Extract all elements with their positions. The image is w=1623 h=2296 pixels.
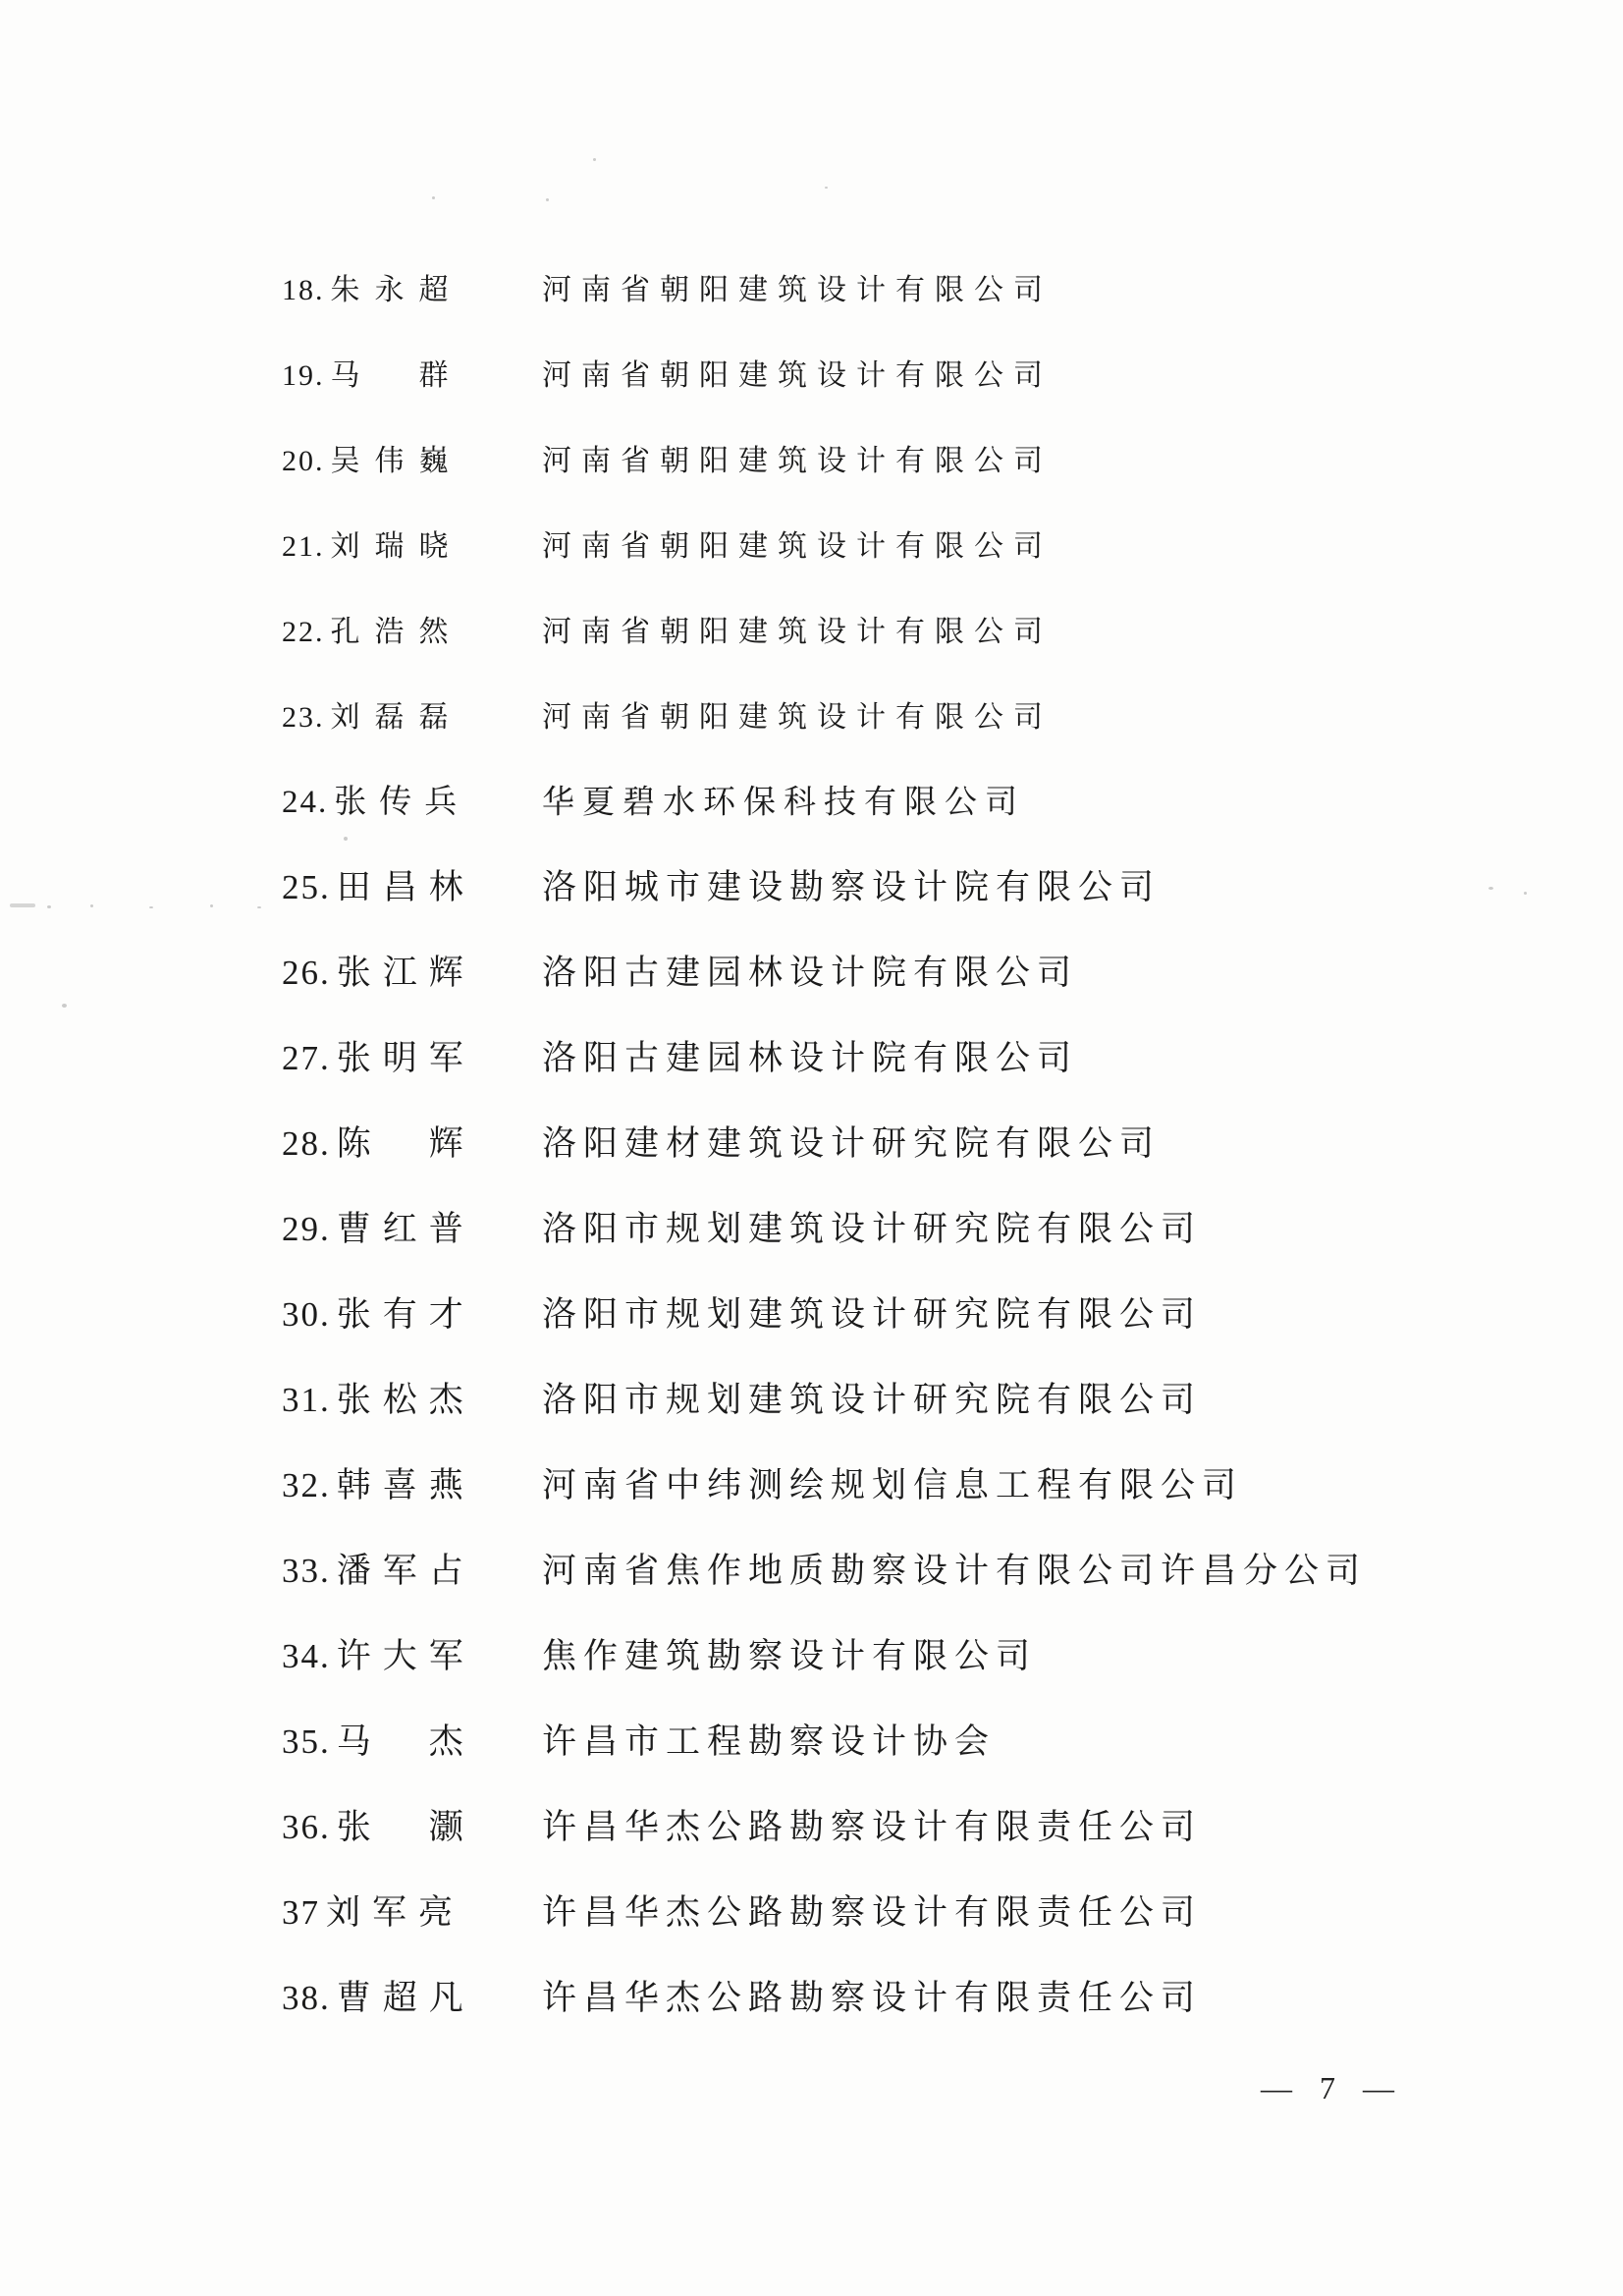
entry-name: 田昌林: [336, 867, 475, 906]
entry-name: 许大军: [336, 1636, 475, 1675]
entry-id: [0, 351, 463, 394]
entry-id: [0, 265, 463, 308]
entry-name: 曹超凡: [336, 1978, 475, 2017]
entry-name: 潘军占: [336, 1551, 475, 1590]
list-item: [0, 1354, 1623, 1440]
entry-number: 30.: [282, 1294, 331, 1334]
entry-number: 32.: [282, 1465, 331, 1504]
scan-speck: [344, 837, 348, 841]
list-item: [0, 756, 1623, 842]
entry-number: 35.: [282, 1722, 331, 1761]
scan-speck: [47, 905, 51, 908]
scan-speck: [1488, 887, 1493, 890]
entry-id: [0, 1031, 475, 1080]
list-item: [0, 671, 1623, 756]
entry-number: 37: [282, 1892, 320, 1932]
list-item: [0, 500, 1623, 585]
list-item: [0, 1269, 1623, 1354]
list-item: [0, 414, 1623, 500]
scan-speck: [546, 198, 549, 201]
entry-company: 许昌华杰公路勘察设计有限责任公司: [542, 1892, 1203, 1932]
entry-name: 张明军: [336, 1038, 475, 1077]
scan-smudge: [10, 903, 35, 907]
entry-id: [0, 1800, 475, 1849]
entry-number: 26.: [282, 953, 331, 992]
entry-number: 24.: [282, 785, 329, 820]
entry-id: [0, 1629, 475, 1678]
entry-id: [0, 860, 475, 909]
entry-id: [0, 946, 475, 995]
entry-id: [0, 1886, 464, 1935]
list-item: [0, 244, 1623, 329]
entry-name: 刘磊磊: [330, 700, 463, 734]
scan-speck: [825, 187, 828, 189]
entry-name: 张松杰: [336, 1380, 475, 1419]
entry-company: 河南省朝阳建筑设计有限公司: [542, 700, 1053, 734]
page-number: — 7 —: [1261, 2070, 1404, 2105]
entry-number: 20.: [282, 444, 325, 477]
entry-number: 21.: [282, 529, 325, 563]
entry-company: 洛阳市规划建筑设计研究院有限公司: [542, 1380, 1203, 1419]
entry-id: [0, 436, 463, 479]
entry-id: [0, 1544, 475, 1593]
list-item: [0, 1012, 1623, 1098]
entry-name: 张 灏: [336, 1807, 475, 1846]
scan-speck: [210, 904, 213, 907]
entry-number: 31.: [282, 1380, 331, 1419]
list-item: [0, 1525, 1623, 1611]
entry-company: 河南省中纬测绘规划信息工程有限公司: [542, 1465, 1244, 1504]
entry-name: 韩喜燕: [336, 1465, 475, 1504]
entry-company: 河南省朝阳建筑设计有限公司: [542, 273, 1053, 306]
list-item: [0, 927, 1623, 1012]
list-item: [0, 1183, 1623, 1269]
entry-number: 23.: [282, 700, 325, 734]
scan-speck: [593, 158, 596, 161]
entry-number: 38.: [282, 1978, 331, 2017]
entry-company: 洛阳市规划建筑设计研究院有限公司: [542, 1294, 1203, 1334]
scan-speck: [352, 872, 354, 875]
entry-id: [0, 1373, 475, 1422]
entry-company: 许昌市工程勘察设计协会: [542, 1722, 997, 1761]
entry-number: 25.: [282, 867, 331, 906]
list-item: [0, 1952, 1623, 2038]
entry-company: 洛阳城市建设勘察设计院有限公司: [542, 867, 1162, 906]
entry-number: 22.: [282, 615, 325, 648]
list-item: [0, 1781, 1623, 1867]
entry-name: 孔浩然: [330, 615, 463, 648]
entry-id: [0, 521, 463, 565]
entry-name: 张有才: [336, 1294, 475, 1334]
entry-company: 河南省焦作地质勘察设计有限公司许昌分公司: [542, 1551, 1368, 1590]
entry-company: 许昌华杰公路勘察设计有限责任公司: [542, 1978, 1203, 2017]
entry-id: [0, 692, 463, 736]
entry-number: 33.: [282, 1551, 331, 1590]
entry-id: [0, 1287, 475, 1337]
entry-id: [0, 1202, 475, 1251]
list-item: [0, 585, 1623, 671]
list-item: [0, 329, 1623, 414]
entry-number: 28.: [282, 1123, 331, 1163]
entry-number: 18.: [282, 273, 325, 306]
entry-name: 马 杰: [336, 1722, 475, 1761]
scan-speck: [90, 904, 93, 907]
entry-company: 华夏碧水环保科技有限公司: [542, 785, 1025, 820]
entry-id: [0, 607, 463, 650]
entry-number: 29.: [282, 1209, 331, 1248]
entry-company: 许昌华杰公路勘察设计有限责任公司: [542, 1807, 1203, 1846]
entry-company: 洛阳古建园林设计院有限公司: [542, 1038, 1079, 1077]
entry-company: 河南省朝阳建筑设计有限公司: [542, 529, 1053, 563]
entry-id: [0, 1971, 475, 2020]
entry-name: 吴伟巍: [330, 444, 463, 477]
entry-id: [0, 1117, 475, 1166]
list-item: [0, 1611, 1623, 1696]
entry-company: 洛阳市规划建筑设计研究院有限公司: [542, 1209, 1203, 1248]
entry-name: 张江辉: [336, 953, 475, 992]
list-item: [0, 1440, 1623, 1525]
entry-name: 朱永超: [330, 273, 463, 306]
scan-speck: [432, 196, 435, 199]
entry-name: 张传兵: [334, 785, 470, 820]
entry-name: 刘瑞晓: [330, 529, 463, 563]
list-item: [0, 1098, 1623, 1183]
entry-number: 19.: [282, 358, 325, 392]
entry-id: [0, 1715, 475, 1764]
entry-company: 河南省朝阳建筑设计有限公司: [542, 358, 1053, 392]
scan-speck: [149, 906, 153, 908]
scan-speck: [1524, 892, 1527, 895]
entry-name: 曹红普: [336, 1209, 475, 1248]
entry-name: 刘军亮: [326, 1892, 465, 1932]
entry-id: [0, 1458, 475, 1507]
scan-speck: [257, 906, 261, 908]
list-item: [0, 842, 1623, 927]
entry-number: 34.: [282, 1636, 331, 1675]
entry-name: 陈 辉: [336, 1123, 475, 1163]
entry-company: 河南省朝阳建筑设计有限公司: [542, 444, 1053, 477]
entry-company: 河南省朝阳建筑设计有限公司: [542, 615, 1053, 648]
list-item: [0, 1696, 1623, 1781]
scan-speck: [62, 1004, 67, 1008]
entry-name: 马 群: [330, 358, 463, 392]
entry-company: 洛阳建材建筑设计研究院有限公司: [542, 1123, 1162, 1163]
entry-id: [0, 776, 469, 822]
entry-company: 洛阳古建园林设计院有限公司: [542, 953, 1079, 992]
entry-number: 27.: [282, 1038, 331, 1077]
list-item: [0, 1867, 1623, 1952]
roster-list: [0, 244, 1623, 2038]
entry-company: 焦作建筑勘察设计有限公司: [542, 1636, 1038, 1675]
entry-number: 36.: [282, 1807, 331, 1846]
